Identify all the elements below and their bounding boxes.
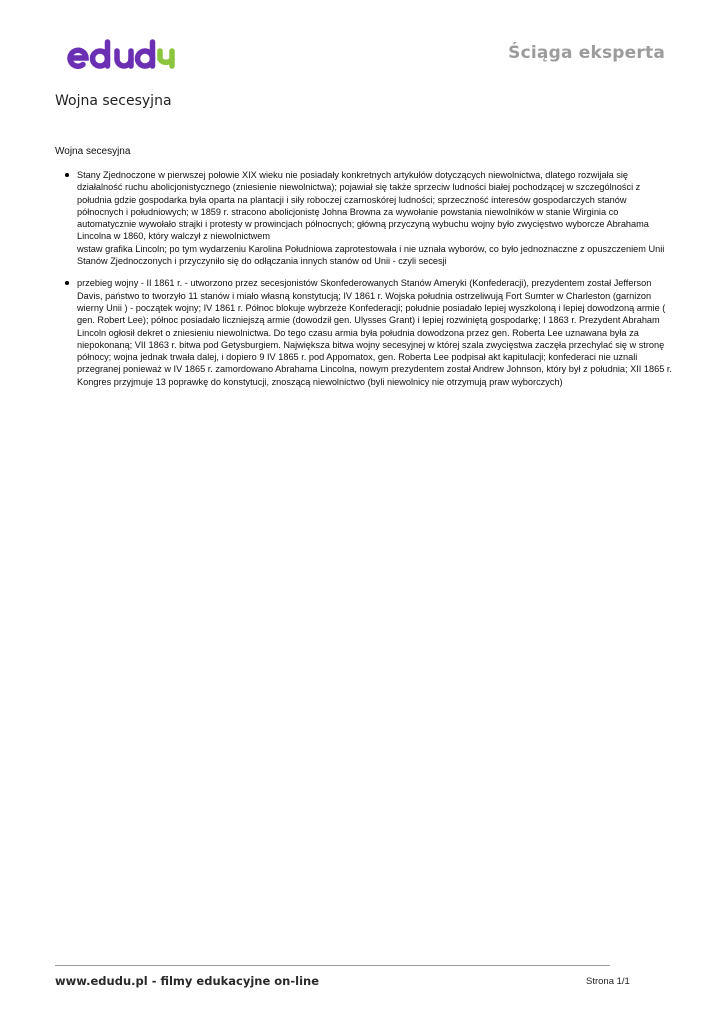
footer-divider <box>55 965 610 966</box>
logo-letter-e <box>70 50 86 66</box>
list-item-text: wstaw grafika Lincoln; po tym wydarzeniu Karolina Południowa zaprotestowała i nie uznała wyborów, co było jednoznaczne z opuszczeniem Unii Stanów Zjednoczonych i przyczyniło się do odłączania innych stanów od Unii - czyli secesji <box>77 243 665 267</box>
page-title: Wojna secesyjna <box>55 93 172 109</box>
content-list <box>62 169 672 398</box>
logo-letter-d-2 <box>138 42 153 66</box>
tagline: Ściąga eksperta <box>508 43 665 63</box>
bullet-icon <box>65 173 69 177</box>
logo-letter-u <box>117 51 131 66</box>
footer-site-link[interactable]: www.edudu.pl - filmy edukacyjne on-line <box>55 974 320 988</box>
list-item-text: przebieg wojny - II 1861 r. - utworzono przez secesjonistów Skonfederowanych Stanów Ameryki (Konfederacji), prezydentem został Jefferson Davis, państwo to tworzyło 11 stanów i miało własną konstytucją; IV 1861 r. Wojska południa ostrzeliwują Fort Sumter w Charleston (garnizon wierny Unii ) - początek wojny; IV 1861 r. Północ blokuje wybrzeże Konfederacji; południe posiadało lepiej wyszkoloną i lepiej dowodzoną armie ( gen. Robert Lee); północ posiadało liczniejszą armie (dowodził gen. Ulysses Grant) i lepiej rozwiniętą gospodarkę; I 1863 r. Prezydent Abraham Lincoln ogłosił dekret o zniesieniu niewolnictwa. Do tego czasu armia była południa dowodzona przez gen. Roberta Lee uznawana była za niepokonaną; VII 1863 r. bitwa pod Getysburgiem. Największa bitwa wojny secesyjnej w której szala zwycięstwa zaczęła przechylać się w stronę północy; wojna jednak trwała dalej, i dopiero 9 IV 1865 r. pod Appomatox, gen. Roberta Lee podpisał akt kapitulacji; konfederaci nie uznali przegranej ponieważ w IV 1865 r. zamordowano Abrahama Lincolna, nowym prezydentem został Andrew Johnson, który był z południa; XII 1865 r. Kongres przyjmuje 13 poprawkę do konstytucji, znoszącą niewolnictwo (byli niewolnicy nie otrzymują praw wyborczych) <box>77 278 672 387</box>
list-item <box>62 169 672 267</box>
logo-letter-u-green <box>160 51 172 66</box>
edudu-logo-mark <box>66 36 176 72</box>
bullet-icon <box>65 281 69 285</box>
section-title: Wojna secesyjna <box>55 146 131 157</box>
list-item <box>62 277 672 388</box>
list-item-text: Stany Zjednoczone w pierwszej połowie XIX wieku nie posiadały konkretnych artykułów dotyczących niewolnictwa, dlatego rozwijała się działalność ruchu abolicjonistycznego (zniesienie niewolnictwa); pojawiał się także sprzeciw ludności białej pochodzącej w szczególności z południa gdzie gospodarka była oparta na plantacji i siły roboczej czarnoskórej ludności; sprzeczność interesów gospodarczych stanów północnych i południowych; w 1859 r. stracono abolicjonistę Johna Browna za wywołanie powstania niewolników w stanie Wirginia co automatycznie wywołało strajki i protesty w prowincjach północnych; główną przyczyną wybuchu wojny było zwycięstwo wyborcze Abrahama Lincolna w 1860, który walczył z niewolnictwem <box>77 170 649 242</box>
page-number: Strona 1/1 <box>586 976 630 987</box>
logo-letter-d <box>93 42 108 66</box>
edudu-logo[interactable] <box>66 36 176 72</box>
